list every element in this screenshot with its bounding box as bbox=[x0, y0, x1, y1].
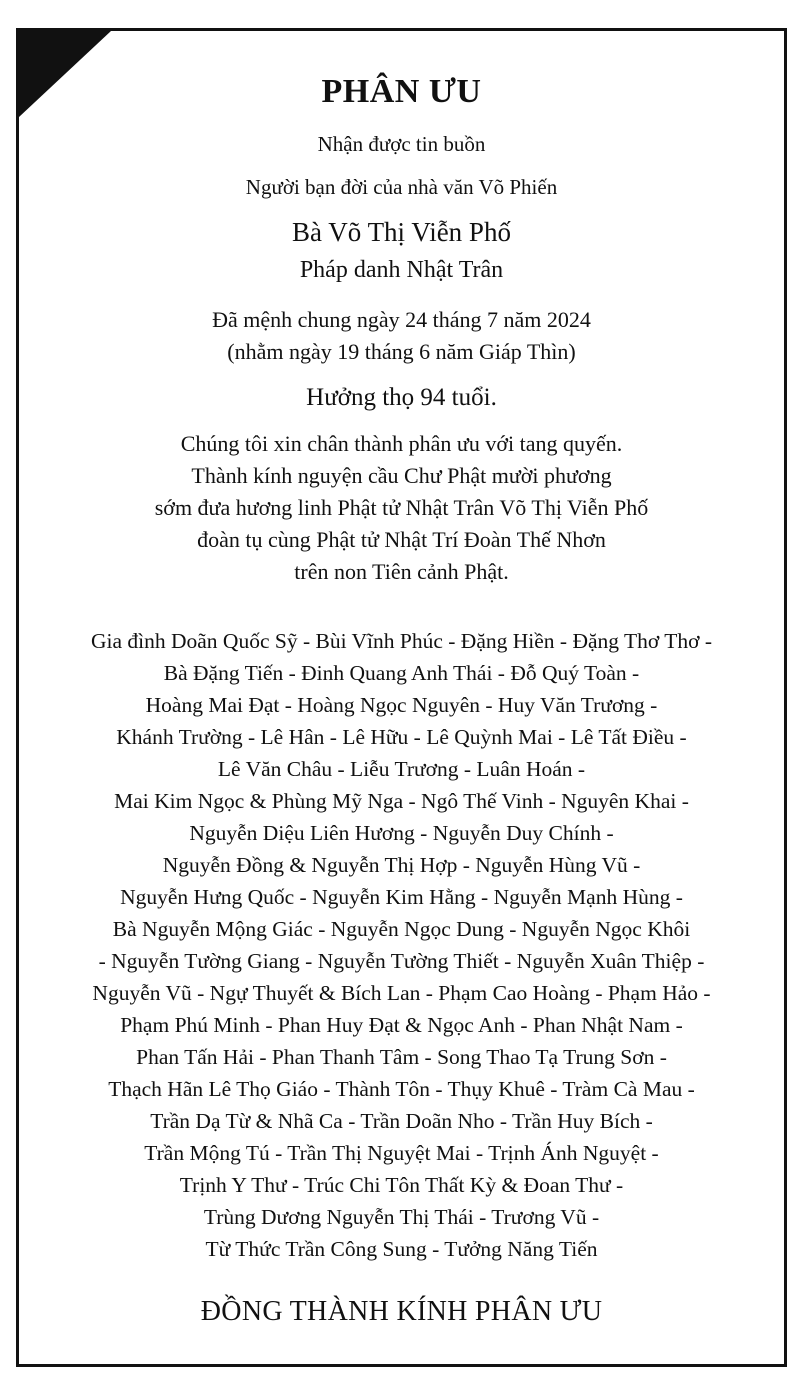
relation-text: Người bạn đời của nhà văn Võ Phiến bbox=[245, 175, 558, 199]
dharma-name: Pháp danh Nhật Trân bbox=[299, 257, 504, 283]
signatory-line: Từ Thức Trần Công Sung - Tưởng Năng Tiến bbox=[205, 1237, 598, 1261]
signatory-line: Gia đình Doãn Quốc Sỹ - Bùi Vĩnh Phúc - Đặng Hiền - Đặng Thơ Thơ - bbox=[90, 629, 713, 653]
signatory-line: Trịnh Y Thư - Trúc Chi Tôn Thất Kỳ & Đoan Thư - bbox=[179, 1173, 624, 1197]
message-line: Chúng tôi xin chân thành phân ưu với tang quyến. bbox=[180, 431, 623, 456]
signatory-line: Nguyễn Diệu Liên Hương - Nguyễn Duy Chính - bbox=[189, 821, 614, 845]
signatory-line: Bà Đặng Tiến - Đinh Quang Anh Thái - Đỗ Quý Toàn - bbox=[163, 661, 640, 685]
deceased-name: Bà Võ Thị Viễn Phố bbox=[292, 217, 511, 247]
signatory-line: Nguyễn Đồng & Nguyễn Thị Hợp - Nguyễn Hùng Vũ - bbox=[162, 853, 641, 877]
signatory-line: Lê Văn Châu - Liễu Trương - Luân Hoán - bbox=[217, 757, 586, 781]
signatory-line: Trần Dạ Từ & Nhã Ca - Trần Doãn Nho - Trần Huy Bích - bbox=[150, 1109, 653, 1133]
signatory-line: Phan Tấn Hải - Phan Thanh Tâm - Song Thao Tạ Trung Sơn - bbox=[136, 1045, 667, 1069]
notice-title: PHÂN ƯU bbox=[321, 73, 482, 110]
signatory-line: Nguyễn Vũ - Ngự Thuyết & Bích Lan - Phạm Cao Hoàng - Phạm Hảo - bbox=[92, 981, 711, 1005]
signatory-line: - Nguyễn Tường Giang - Nguyễn Tường Thiết - Nguyễn Xuân Thiệp - bbox=[98, 949, 705, 973]
message-line: đoàn tụ cùng Phật tử Nhật Trí Đoàn Thế Nhơn bbox=[197, 527, 606, 552]
signatory-line: Trùng Dương Nguyễn Thị Thái - Trương Vũ - bbox=[203, 1205, 600, 1229]
intro-text: Nhận được tin buồn bbox=[317, 132, 486, 156]
signatory-line: Trần Mộng Tú - Trần Thị Nguyệt Mai - Trịnh Ánh Nguyệt - bbox=[144, 1141, 659, 1165]
message-line: trên non Tiên cảnh Phật. bbox=[294, 559, 509, 584]
signatory-line: Mai Kim Ngọc & Phùng Mỹ Nga - Ngô Thế Vinh - Nguyên Khai - bbox=[114, 789, 689, 813]
death-date: Đã mệnh chung ngày 24 tháng 7 năm 2024 bbox=[212, 307, 591, 332]
notice-frame bbox=[16, 28, 787, 1367]
signatory-line: Khánh Trường - Lê Hân - Lê Hữu - Lê Quỳnh Mai - Lê Tất Điều - bbox=[116, 725, 687, 749]
message-line: Thành kính nguyện cầu Chư Phật mười phương bbox=[191, 463, 612, 488]
signatory-line: Nguyễn Hưng Quốc - Nguyễn Kim Hằng - Nguyễn Mạnh Hùng - bbox=[120, 885, 683, 909]
closing-text: ĐỒNG THÀNH KÍNH PHÂN ƯU bbox=[200, 1296, 603, 1327]
message-line: sớm đưa hương linh Phật tử Nhật Trân Võ Thị Viễn Phố bbox=[154, 495, 649, 520]
age-text: Hưởng thọ 94 tuổi. bbox=[306, 384, 497, 411]
signatory-line: Thạch Hãn Lê Thọ Giáo - Thành Tôn - Thụy Khuê - Tràm Cà Mau - bbox=[108, 1077, 695, 1101]
signatory-line: Hoàng Mai Đạt - Hoàng Ngọc Nguyên - Huy Văn Trương - bbox=[145, 693, 658, 717]
signatory-line: Phạm Phú Minh - Phan Huy Đạt & Ngọc Anh - Phan Nhật Nam - bbox=[120, 1013, 683, 1037]
signatory-line: Bà Nguyễn Mộng Giác - Nguyễn Ngọc Dung - Nguyễn Ngọc Khôi bbox=[112, 917, 691, 941]
lunar-date: (nhằm ngày 19 tháng 6 năm Giáp Thìn) bbox=[227, 339, 576, 364]
